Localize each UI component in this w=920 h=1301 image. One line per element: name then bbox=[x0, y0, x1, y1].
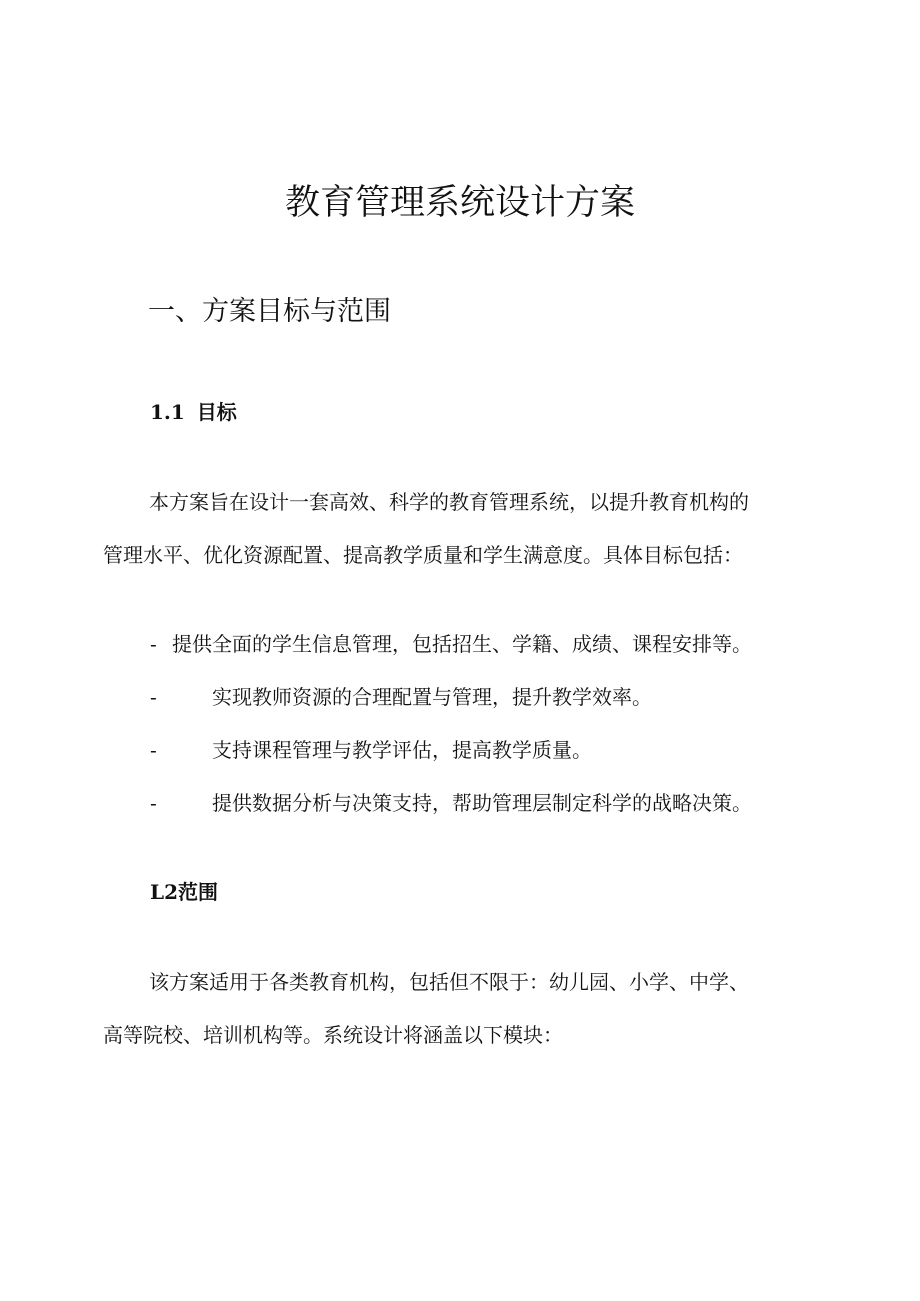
list-item-text: 提供全面的学生信息管理，包括招生、学籍、成绩、课程安排等。 bbox=[172, 632, 752, 656]
list-item bbox=[150, 724, 830, 777]
paragraph-line: 该方案适用于各类教育机构，包括但不限于：幼儿园、小学、中学、 bbox=[149, 970, 749, 994]
list-item bbox=[150, 777, 830, 830]
dash-bullet: - bbox=[150, 791, 157, 815]
scope-paragraph bbox=[103, 956, 803, 1062]
list-item bbox=[150, 671, 830, 724]
goals-list bbox=[150, 618, 830, 830]
dash-bullet: - bbox=[150, 632, 157, 656]
dash-bullet: - bbox=[150, 685, 157, 709]
paragraph-line: 高等院校、培训机构等。系统设计将涵盖以下模块： bbox=[103, 1023, 563, 1047]
subsection-number: 1.1 bbox=[150, 400, 185, 424]
subsection-heading-scope: L2范围 bbox=[150, 880, 218, 904]
paragraph-line: 本方案旨在设计一套高效、科学的教育管理系统，以提升教育机构的 bbox=[149, 490, 749, 514]
list-item bbox=[150, 618, 830, 671]
subsection-label: 目标 bbox=[196, 400, 237, 424]
dash-bullet: - bbox=[150, 738, 157, 762]
list-item-text: 支持课程管理与教学评估，提高教学质量。 bbox=[212, 738, 592, 762]
list-item-text: 实现教师资源的合理配置与管理，提升教学效率。 bbox=[212, 685, 652, 709]
goals-paragraph bbox=[103, 476, 803, 582]
subsection-heading-goals bbox=[150, 397, 237, 427]
document-title: 教育管理系统设计方案 bbox=[284, 183, 635, 223]
paragraph-line: 管理水平、优化资源配置、提高教学质量和学生满意度。具体目标包括： bbox=[103, 543, 743, 567]
section-heading: 一、方案目标与范围 bbox=[148, 296, 391, 327]
list-item-text: 提供数据分析与决策支持，帮助管理层制定科学的战略决策。 bbox=[212, 791, 752, 815]
